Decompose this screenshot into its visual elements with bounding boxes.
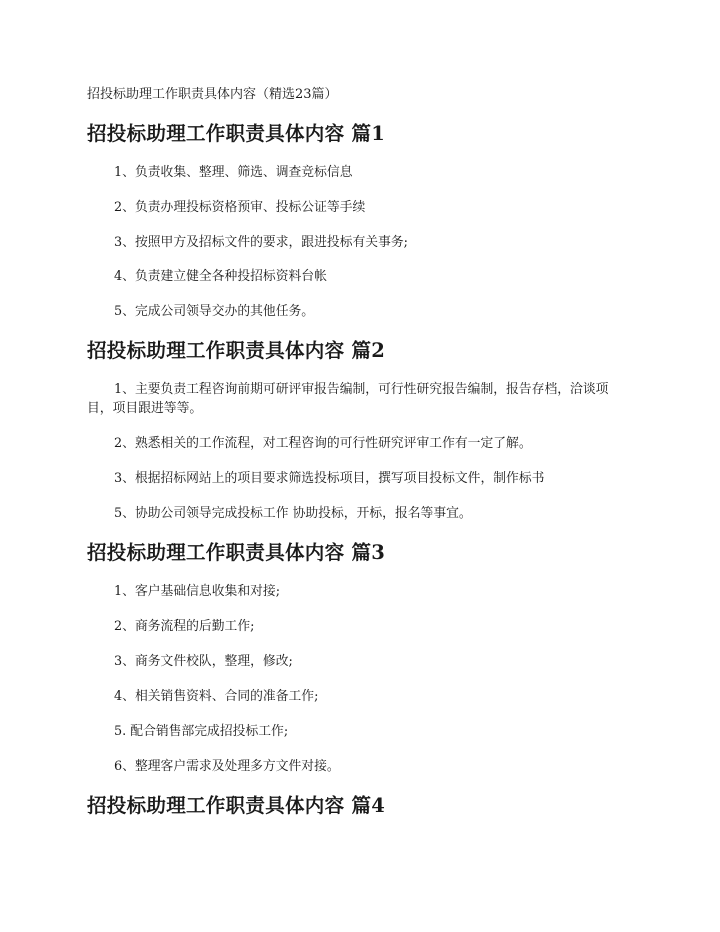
list-item: 2、商务流程的后勤工作; (114, 619, 255, 634)
list-item: 4、相关销售资料、合同的准备工作; (114, 689, 319, 704)
list-item: 3、商务文件校队，整理，修改; (114, 654, 293, 669)
section-heading-2: 招投标助理工作职责具体内容 篇2 (87, 339, 386, 362)
list-item: 2、熟悉相关的工作流程，对工程咨询的可行性研究评审工作有一定了解。 (114, 436, 532, 451)
list-item: 1、负责收集、整理、筛选、调查竞标信息 (114, 165, 353, 180)
list-item: 3、按照甲方及招标文件的要求，跟进投标有关事务; (114, 235, 408, 250)
list-item: 5、协助公司领导完成投标工作 协助投标，开标，报名等事宜。 (114, 506, 472, 521)
list-item: 5、完成公司领导交办的其他任务。 (114, 304, 315, 319)
list-item: 2、负责办理投标资格预审、投标公证等手续 (114, 200, 366, 215)
document-title: 招投标助理工作职责具体内容（精选23篇） (87, 87, 338, 102)
list-item: 1、客户基础信息收集和对接; (114, 584, 281, 599)
list-item: 4、负责建立健全各种投招标资料台帐 (114, 269, 327, 284)
list-item: 3、根据招标网站上的项目要求筛选投标项目，撰写项目投标文件，制作标书 (114, 471, 545, 486)
list-item: 6、整理客户需求及处理多方文件对接。 (114, 759, 340, 774)
section-heading-3: 招投标助理工作职责具体内容 篇3 (87, 541, 386, 564)
list-item: 5. 配合销售部完成招投标工作; (114, 724, 289, 739)
section-heading-1: 招投标助理工作职责具体内容 篇1 (87, 122, 386, 145)
section-heading-4: 招投标助理工作职责具体内容 篇4 (87, 794, 386, 817)
list-item: 1、主要负责工程咨询前期可研评审报告编制，可行性研究报告编制，报告存档，洽谈项目，项目跟进等等。 (87, 382, 609, 416)
